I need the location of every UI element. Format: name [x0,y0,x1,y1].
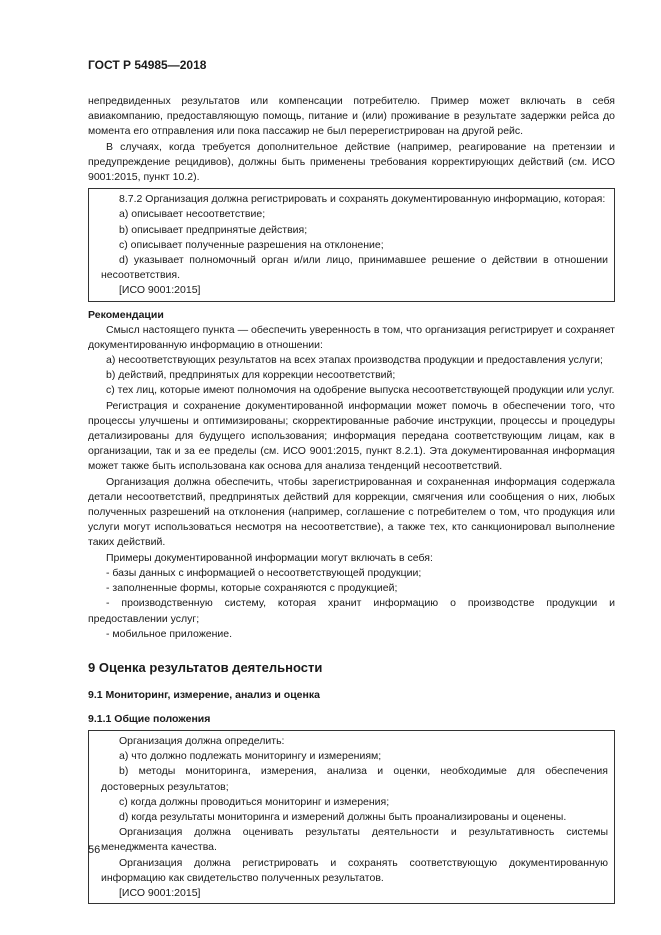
paragraph: непредвиденных результатов или компенсации потребителю. Пример может включать в себя авиакомпанию, предоставляющую помощь, питание и (или) проживание в результате задержки рейса до момента его отправления или пока пассажир не был перерегистрирован на другой рейс. [88,95,615,138]
page-body [88,94,615,910]
subsubsection-title: 9.1.1 Общие положения [88,712,211,725]
list-item: c) тех лиц, которые имеют полномочия на одобрение выпуска несоответствующей продукции или услуг. [106,384,615,397]
list-item: а) несоответствующих результатов на всех этапах производства продукции и предоставления услуги; [106,354,603,367]
document-header: ГОСТ Р 54985—2018 [88,58,207,72]
recommendations-title: Рекомендации [88,308,164,321]
list-item: - базы данных с информацией о несоответствующей продукции; [106,566,422,579]
section-title: 9 Оценка результатов деятельности [88,659,323,675]
quote-line: c) описывает полученные разрешения на отклонение; [119,238,384,251]
list-item: - производственную систему, которая хранит информацию о производстве продукции и предоставлении услуг; [88,597,615,625]
quote-line: а) что должно подлежать мониторингу и измерениям; [119,750,382,763]
quote-line: c) когда должны проводиться мониторинг и измерения; [119,795,390,808]
quote-line: Организация должна регистрировать и сохранять соответствующую документированную информацию как свидетельство полученных результатов. [101,856,608,884]
list-item: - мобильное приложение. [106,627,232,640]
quote-line: Организация должна определить: [119,734,285,747]
quote-reference: [ИСО 9001:2015] [119,886,201,899]
page-number: 56 [88,844,101,856]
paragraph: Регистрация и сохранение документированной информации может помочь в обеспечении того, что процессы улучшены и оптимизированы; скорректированные рабочие инструкции, процессы и процедуры детализированы для будущего использования; информация передана соответствующим лицам, как в организации, так и за ее пределы (см. ИСО 9001:2015, пункт 8.2.1). Эта документированная информация может также быть использована как основа для анализа тенденций несоответствий. [88,399,615,473]
standard-quote-box [88,188,615,301]
quote-line: Организация должна оценивать результаты деятельности и результативность системы менеджмента качества. [101,826,608,854]
list-item: b) действий, предпринятых для коррекции несоответствий; [106,369,396,382]
quote-line: 8.7.2 Организация должна регистрировать и сохранять документированную информацию, которая: [119,193,606,206]
quote-line: b) описывает предпринятые действия; [119,223,308,236]
paragraph: Смысл настоящего пункта — обеспечить уверенность в том, что организация регистрирует и сохраняет документированную информацию в отношении: [88,323,615,351]
quote-line: d) когда результаты мониторинга и измерений должны быть проанализированы и оценены. [119,810,567,823]
subsection-title: 9.1 Мониторинг, измерение, анализ и оценка [88,688,320,701]
quote-line: d) указывает полномочный орган и/или лицо, принимавшее решение о действии в отношении несоответствия. [101,254,608,282]
quote-line: b) методы мониторинга, измерения, анализа и оценки, необходимые для обеспечения достоверных результатов; [101,765,608,793]
quote-reference: [ИСО 9001:2015] [119,284,201,297]
standard-quote-box [88,730,615,904]
paragraph: В случаях, когда требуется дополнительное действие (например, реагирование на претензии и предупреждение рецидивов), должны быть применены требования корректирующих действий (см. ИСО 9001:2015, пункт 10.2). [88,140,615,184]
paragraph: Примеры документированной информации могут включать в себя: [106,551,433,564]
paragraph: Организация должна обеспечить, чтобы зарегистрированная и сохраненная информация содержала детали несоответствий, предпринятых действий для коррекции, смягчения или сообщения о них, любых полученных разрешений на отклонения (например, соглашение с потребителем о том, что продукция или услуги могут использоваться несмотря на несоответствие), а также тех, кто санкционировал выполнение таких действий. [88,475,615,549]
list-item: - заполненные формы, которые сохраняются с продукцией; [106,582,398,595]
quote-line: a) описывает несоответствие; [119,208,266,221]
